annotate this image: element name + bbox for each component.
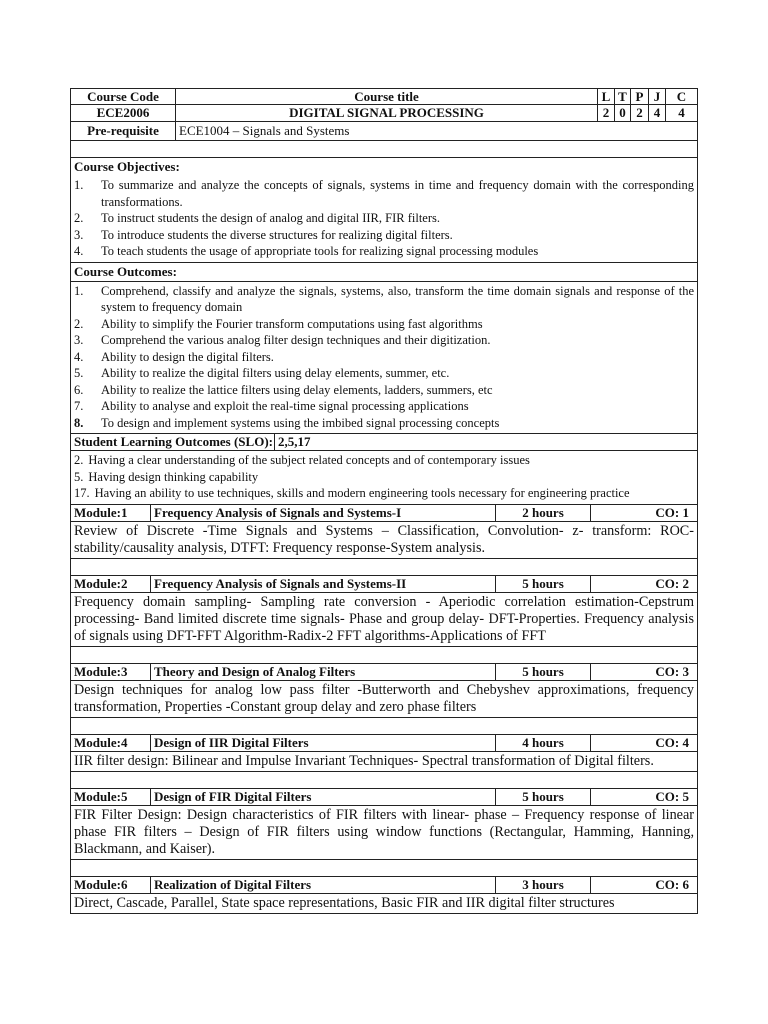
course-title: DIGITAL SIGNAL PROCESSING bbox=[176, 105, 598, 121]
module-hours: 2 hours bbox=[496, 505, 591, 521]
objectives-section bbox=[71, 158, 697, 263]
module-title: Frequency Analysis of Signals and Systems-II bbox=[151, 576, 496, 592]
item-text: Ability to design the digital filters. bbox=[101, 349, 274, 364]
blank-row bbox=[71, 141, 697, 158]
outcomes-section bbox=[71, 263, 697, 435]
list-item bbox=[74, 398, 694, 415]
item-text: Ability to simplify the Fourier transform computations using fast algorithms bbox=[101, 316, 483, 331]
l-label: L bbox=[598, 89, 615, 104]
item-number: 4. bbox=[74, 349, 84, 364]
module-hours: 3 hours bbox=[496, 877, 591, 893]
outcomes-heading: Course Outcomes: bbox=[71, 263, 697, 282]
slo-row bbox=[71, 434, 697, 451]
course-syllabus-table bbox=[70, 88, 698, 914]
item-number: 5. bbox=[74, 469, 84, 484]
module-header-row bbox=[71, 789, 697, 806]
t-label: T bbox=[615, 89, 631, 104]
module-header-row bbox=[71, 576, 697, 593]
item-number: 6. bbox=[74, 382, 84, 397]
list-item bbox=[74, 415, 694, 432]
item-text: To instruct students the design of analog and digital IIR, FIR filters. bbox=[101, 211, 441, 225]
list-item bbox=[74, 332, 694, 349]
item-text: Comprehend, classify and analyze the signals, systems, also, transform the time domain signals and response of the system to frequency domain bbox=[101, 283, 694, 314]
p-label: P bbox=[631, 89, 649, 104]
course-code-label: Course Code bbox=[71, 89, 176, 104]
blank-row bbox=[71, 559, 697, 576]
blank-row bbox=[71, 772, 697, 789]
module-co: CO: 3 bbox=[655, 663, 689, 679]
item-text: To introduce students the diverse structures for realizing digital filters. bbox=[101, 227, 453, 242]
module-description: Design techniques for analog low pass filter -Butterworth and Chebyshev approximations, frequency transformation, Properties -Constant group delay and zero phase filters bbox=[71, 681, 697, 718]
item-number: 3. bbox=[74, 333, 84, 347]
item-number: 17. bbox=[74, 486, 90, 500]
module-title: Design of FIR Digital Filters bbox=[151, 789, 496, 805]
item-number: 3. bbox=[74, 227, 84, 242]
list-item bbox=[74, 382, 694, 399]
j-value: 4 bbox=[649, 105, 666, 121]
c-value: 4 bbox=[678, 105, 685, 120]
module-label: Module:6 bbox=[71, 877, 151, 893]
module-description: Frequency domain sampling- Sampling rate conversion - Aperiodic correlation estimation-Cepstrum processing- Band limited discrete time signals- Phase and group delay- DFT-Properties. Frequency analysis of signals using DFT-FFT Algorithm-Radix-2 FFT algorithms-Applications of FFT bbox=[71, 593, 697, 647]
prerequisite-label: Pre-requisite bbox=[71, 122, 176, 140]
course-code: ECE2006 bbox=[71, 105, 176, 121]
module-hours: 4 hours bbox=[496, 735, 591, 751]
item-text: Ability to realize the digital filters using delay elements, summer, etc. bbox=[101, 366, 450, 380]
module-co: CO: 5 bbox=[655, 788, 689, 804]
item-number: 4. bbox=[74, 244, 84, 258]
item-text: To summarize and analyze the concepts of signals, systems in time and frequency domain with the corresponding transformations. bbox=[101, 178, 694, 209]
module-header-row bbox=[71, 664, 697, 681]
p-value: 2 bbox=[631, 105, 649, 121]
objectives-list bbox=[71, 176, 697, 262]
list-item bbox=[74, 243, 694, 260]
item-number: 2. bbox=[74, 211, 84, 225]
slo-list bbox=[71, 451, 697, 505]
module-co: CO: 2 bbox=[655, 575, 689, 591]
objectives-heading: Course Objectives: bbox=[74, 159, 180, 174]
item-number: 1. bbox=[74, 283, 84, 298]
module-label: Module:3 bbox=[71, 664, 151, 680]
item-number: 5. bbox=[74, 366, 84, 380]
item-text: Having a clear understanding of the subject related concepts and of contemporary issues bbox=[88, 453, 530, 467]
list-item bbox=[74, 210, 694, 227]
slo-label: Student Learning Outcomes (SLO): bbox=[71, 434, 275, 450]
module-description: Direct, Cascade, Parallel, State space representations, Basic FIR and IIR digital filter structures bbox=[74, 894, 615, 911]
module-co: CO: 4 bbox=[655, 734, 689, 750]
list-item bbox=[74, 452, 694, 469]
module-hours: 5 hours bbox=[496, 789, 591, 805]
list-item bbox=[74, 365, 694, 382]
slo-value: 2,5,17 bbox=[278, 434, 311, 449]
item-text: To design and implement systems using the imbibed signal processing concepts bbox=[101, 415, 500, 430]
item-text: Having design thinking capability bbox=[88, 469, 259, 484]
item-number: 1. bbox=[74, 178, 84, 192]
module-hours: 5 hours bbox=[496, 664, 591, 680]
item-text: Ability to realize the lattice filters using delay elements, ladders, summers, etc bbox=[101, 382, 493, 397]
list-item bbox=[74, 177, 694, 210]
module-description: FIR Filter Design: Design characteristics of FIR filters with linear- phase – Frequency response of linear phase FIR filters – Design of FIR filters using window functions (Rectangular, Hamming, Hanning, Blackmann, and Kaiser). bbox=[71, 806, 697, 860]
blank-row bbox=[71, 718, 697, 735]
item-number: 2. bbox=[74, 453, 84, 467]
course-title-label: Course title bbox=[176, 89, 598, 104]
module-co: CO: 1 bbox=[655, 504, 689, 520]
item-number: 2. bbox=[74, 316, 84, 331]
item-text: Having an ability to use techniques, skills and modern engineering tools necessary for engineering practice bbox=[94, 486, 630, 500]
header-label-row bbox=[71, 89, 697, 105]
list-item bbox=[74, 469, 694, 486]
module-label: Module:2 bbox=[71, 576, 151, 592]
t-value: 0 bbox=[615, 105, 631, 121]
item-text: To teach students the usage of appropriate tools for realizing signal processing modules bbox=[101, 244, 539, 258]
list-item bbox=[74, 349, 694, 366]
module-label: Module:5 bbox=[71, 789, 151, 805]
list-item bbox=[74, 316, 694, 333]
module-header-row bbox=[71, 877, 697, 894]
item-number: 7. bbox=[74, 399, 84, 413]
module-hours: 5 hours bbox=[496, 576, 591, 592]
module-header-row bbox=[71, 735, 697, 752]
item-number: 8. bbox=[74, 415, 84, 430]
modules bbox=[71, 505, 697, 913]
module-co: CO: 6 bbox=[655, 876, 689, 892]
module-description: Review of Discrete -Time Signals and Systems – Classification, Convolution- z- transform: ROC-stability/causality analysis, DTFT: Frequency response-System analysis. bbox=[71, 522, 697, 559]
l-value: 2 bbox=[598, 105, 615, 121]
list-item bbox=[74, 227, 694, 244]
blank-row bbox=[71, 860, 697, 877]
module-label: Module:1 bbox=[71, 505, 151, 521]
c-label: C bbox=[676, 89, 687, 104]
list-item bbox=[74, 485, 694, 502]
header-value-row bbox=[71, 105, 697, 122]
j-label: J bbox=[649, 89, 666, 104]
module-title: Frequency Analysis of Signals and Systems-I bbox=[151, 505, 496, 521]
module-title: Design of IIR Digital Filters bbox=[151, 735, 496, 751]
item-text: Comprehend the various analog filter design techniques and their digitization. bbox=[101, 333, 491, 347]
module-title: Theory and Design of Analog Filters bbox=[151, 664, 496, 680]
list-item bbox=[74, 283, 694, 316]
item-text: Ability to analyse and exploit the real-time signal processing applications bbox=[101, 399, 469, 413]
blank-row bbox=[71, 647, 697, 664]
module-header-row bbox=[71, 505, 697, 522]
module-label: Module:4 bbox=[71, 735, 151, 751]
module-description: IIR filter design: Bilinear and Impulse Invariant Techniques- Spectral transformation of Digital filters. bbox=[71, 752, 697, 772]
prerequisite-row bbox=[71, 122, 697, 141]
module-title: Realization of Digital Filters bbox=[151, 877, 496, 893]
outcomes-list bbox=[71, 282, 697, 434]
prerequisite-value: ECE1004 – Signals and Systems bbox=[179, 123, 350, 138]
